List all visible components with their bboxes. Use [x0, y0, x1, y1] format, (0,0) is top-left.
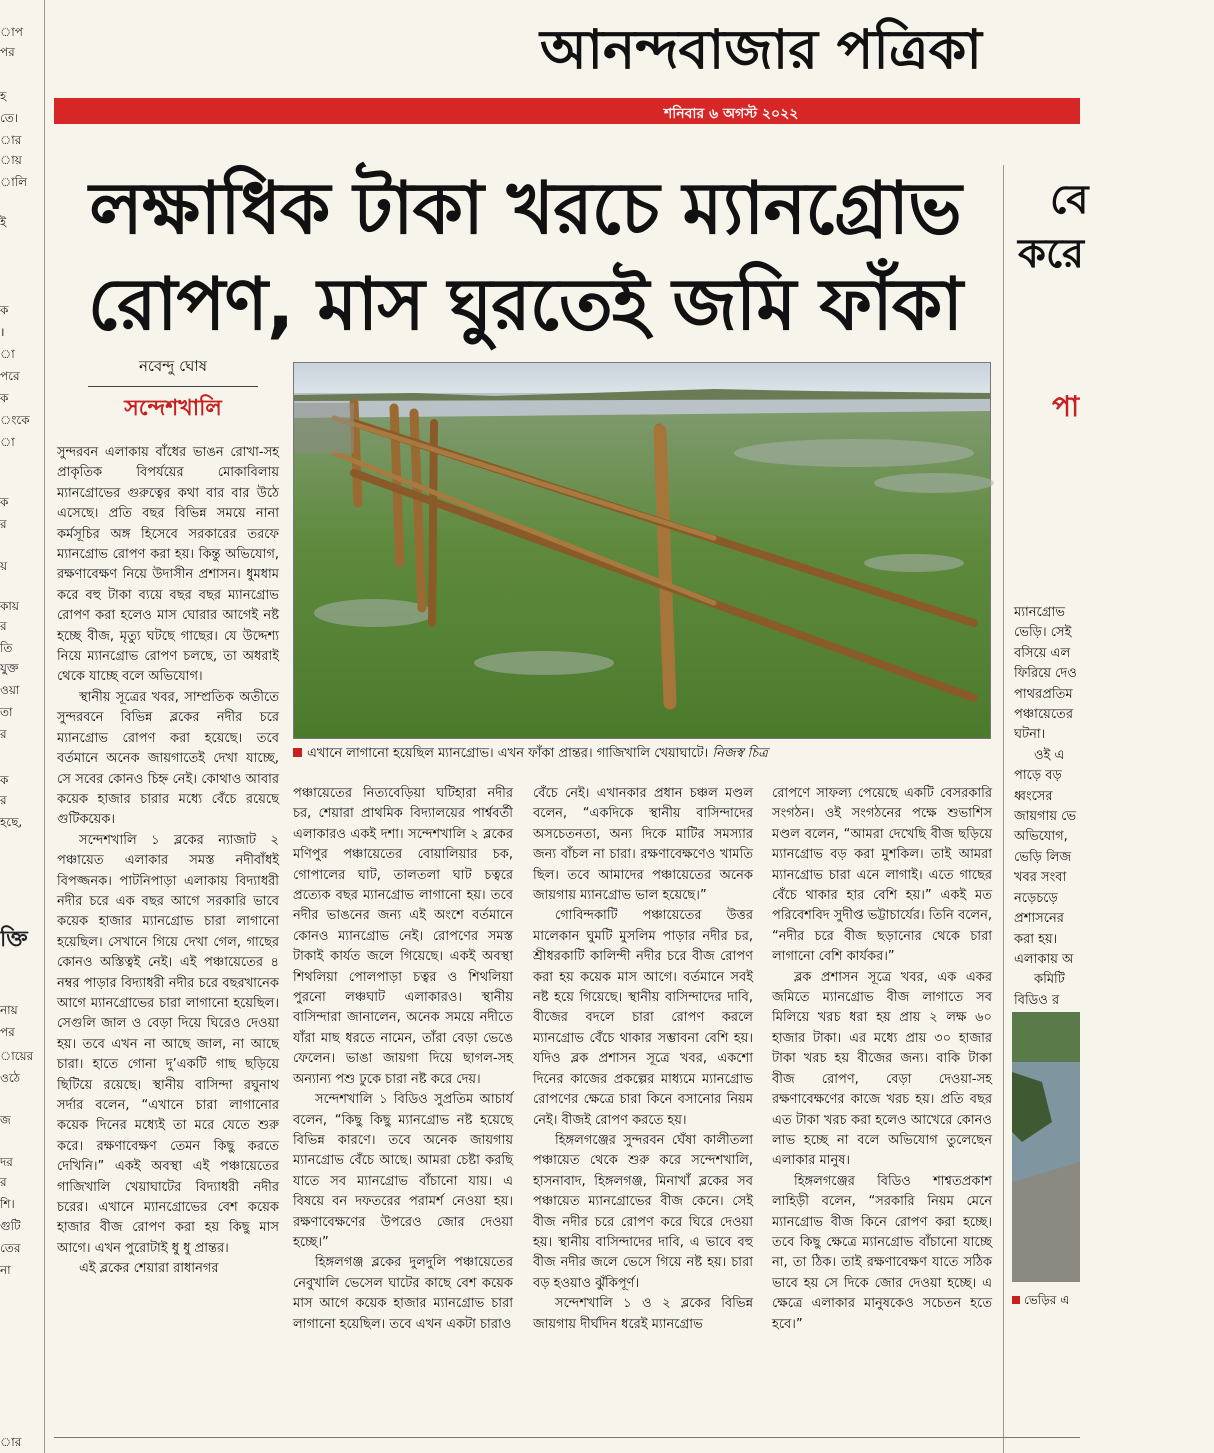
neighbour-line-fragment: ার — [0, 133, 22, 147]
neighbour-line-fragment: পর — [0, 1025, 15, 1039]
paragraph: সুন্দরবন এলাকায় বাঁধের ভাঙন রোখা-সহ প্রাকৃতিক বিপর্যয়ের মোকাবিলায় ম্যানগ্রোভের গুরুত্বের কথা বার বার উঠে এসেছে। প্রতি বছর বিভিন্ন সময়ে নানা কর্মসূচির অঙ্গ হিসেবে সরকারের তরফে ম্যানগ্রোভ রোপণ করা হয়। কিন্তু অভিযোগ, রক্ষণাবেক্ষণ নিয়ে উদাসীন প্রশাসন। ধুমধাম করে বহু টাকা ব্যয়ে বছর বছর ম্যানগ্রোভ রোপণ করা হলেও মাস ঘোরার আগেই নষ্ট হচ্ছে বীজ, মৃত্যু ঘটছে গাছের। যে উদ্দেশ্য নিয়ে ম্যানগ্রোভ রোপণ চলছে, তা অধরাই থেকে যাচ্ছে বলে অভিযোগ। — [57, 445, 279, 685]
neighbour-line-fragment: ক — [0, 495, 9, 509]
neighbour-line-fragment: র — [0, 727, 7, 741]
neighbour-line-fragment: প্রশাসনের — [1014, 911, 1064, 927]
byline-rule — [88, 386, 258, 387]
neighbour-line-fragment: তের — [0, 1241, 21, 1255]
shore-structure — [294, 403, 354, 453]
column-divider — [1003, 165, 1004, 1453]
right-neighbour-article — [1010, 160, 1089, 1453]
headline-line-1: লক্ষাধিক টাকা খরচে ম্যানগ্রোভ — [89, 166, 961, 250]
neighbour-line-fragment: তে। — [0, 111, 19, 125]
article-column-1 — [57, 443, 279, 1403]
paragraph: স্থানীয় সূত্রের খবর, সাম্প্রতিক অতীতে সুন্দরবনে বিভিন্ন ব্লকের নদীর চরে ম্যানগ্রোভ রোপণ করা হয়েছে। তবে বর্তমানে অনেক জায়গাতেই দেখা যাচ্ছে, সে সবের কোনও চিহ্ন নেই। কোথাও আবার কয়েক হাজার চারার মধ্যে বেঁচে রয়েছে গুটিকয়েক। — [57, 689, 279, 828]
neighbour-line-fragment: া — [0, 347, 15, 361]
caption-text: ভেড়ির এ — [1024, 1293, 1070, 1307]
column-divider — [44, 0, 45, 1453]
neighbour-line-fragment: । — [0, 325, 5, 339]
neighbour-line-fragment: য় — [0, 559, 8, 573]
neighbour-line-fragment: তা — [0, 705, 13, 719]
neighbour-photo — [1012, 1012, 1080, 1282]
neighbour-line-fragment: জ — [0, 1113, 11, 1127]
date-bar — [54, 98, 1080, 124]
neighbour-line-fragment: ক — [0, 773, 9, 787]
neighbour-photo-caption — [1012, 1292, 1069, 1312]
article-column-4 — [772, 784, 992, 1424]
neighbour-line-fragment: বিডিও র — [1014, 992, 1060, 1008]
neighbour-line-fragment: ফিরিয়ে দেও — [1014, 666, 1077, 682]
neighbour-line-fragment: পরে — [0, 369, 20, 383]
neighbour-line-fragment: ালি — [0, 175, 28, 189]
neighbour-line-fragment: যুক্ত — [0, 661, 19, 675]
neighbour-line-fragment: কায় — [0, 599, 19, 613]
neighbour-line-fragment: ায় — [0, 153, 22, 167]
headline — [55, 160, 995, 352]
neighbour-line-fragment: র — [0, 517, 7, 531]
neighbour-headline-fragment: বে — [1050, 177, 1089, 223]
neighbour-line-fragment: ওয়া — [0, 683, 20, 697]
neighbour-line-fragment: দর — [0, 1155, 13, 1169]
neighbour-line-fragment: করা হয়। — [1014, 931, 1058, 947]
caption-marker — [293, 748, 302, 757]
neighbour-line-fragment: তি — [0, 641, 13, 655]
neighbour-line-fragment: ায়ের — [0, 1049, 34, 1063]
neighbour-line-fragment: ক্তি — [0, 927, 28, 952]
paragraph: এই ব্লকের শেয়ারা রাধানগর — [79, 1261, 219, 1277]
neighbour-line-fragment: ঘটনা। — [1014, 727, 1046, 743]
neighbour-line-fragment: র — [0, 793, 7, 807]
article-column-3 — [533, 784, 753, 1424]
neighbour-line-fragment: গুটি — [0, 1219, 21, 1233]
neighbour-line-fragment: ই — [0, 215, 7, 229]
neighbour-line-fragment: র — [0, 1175, 7, 1189]
dateline-place: সন্দেশখালি — [124, 396, 222, 421]
neighbour-line-fragment: ম্যানগ্রোভ — [1014, 605, 1065, 620]
neighbour-line-fragment: ভেড়ি লিজ — [1014, 849, 1072, 865]
byline — [58, 355, 288, 428]
bottom-rule — [54, 1437, 1080, 1438]
neighbour-line-fragment: পঞ্চায়েতের — [1014, 707, 1073, 723]
photo-caption — [293, 744, 993, 765]
caption-text: এখানে লাগানো হয়েছিল ম্যানগ্রোভ। এখন ফাঁকা প্রান্তর। গাজিখালি খেয়াঘাটে। — [307, 746, 709, 761]
photo-illustration — [294, 363, 990, 738]
neighbour-photo-illustration — [1012, 1012, 1080, 1282]
neighbour-line-fragment: হছে, — [0, 815, 23, 829]
paragraph: রোপণে সাফল্য পেয়েছে একটি বেসরকারি সংগঠন। ওই সংগঠনের পক্ষে শুভাশিস মণ্ডল বলেন, “আমরা দেখেছি বীজ ছড়িয়ে ম্যানগ্রোভ বড় করা মুশকিল। তাই আমরা ম্যানগ্রোভ চারা এনে লাগাই। এতে গাছের বেঁচে থাকার হার বেশি হয়।” একই মত পরিবেশবিদ সুদীপ্ত ভট্টাচার্যের। তিনি বলেন, “নদীর চরে বীজ ছড়ানোর থেকে চারা লাগানো বেশি কার্যকর।” — [772, 786, 992, 965]
neighbour-line-fragment: র — [0, 619, 7, 633]
paragraph: হিঙ্গলগঞ্জের বিডিও শাশ্বতপ্রকাশ লাহিড়ী বলেন, “সরকারি নিয়ম মেনে ম্যানগ্রোভ বীজ কিনে রোপণ করা হচ্ছে। তবে কিছু ক্ষেত্রে ম্যানগ্রোভ বাঁচানো যাচ্ছে না, তা ঠিক। তাই রক্ষণাবেক্ষণ যাতে সঠিক ভাবে হয় সে দিকে জোর দেওয়া হচ্ছে। এ ক্ষেত্রে এলাকার মানুষকেও সচেতন হতে হবে।” — [772, 1173, 992, 1332]
neighbour-line-fragment: ধ্বংসের — [1014, 788, 1053, 804]
neighbour-line-fragment: ার — [0, 1435, 22, 1449]
neighbour-line-fragment: ংকে — [0, 413, 30, 427]
paragraph: পঞ্চায়েতের নিত্যবেড়িয়া ঘটিহারা নদীর চর, শেয়ারা প্রাথমিক বিদ্যালয়ের পার্শ্ববর্তী এলাকারও একই দশা। সন্দেশখালি ২ ব্লকের মণিপুর পঞ্চায়েতের বোয়ালিয়ার চক, গোপালের ঘাট, তালতলা ঘাট চত্বরে প্রত্যেক বছর ম্যানগ্রোভ লাগানো হয়। তবে নদীর ভাঙনের জন্য এই অংশে বর্তমানে কোনও ম্যানগ্রোভ নেই। রোপণের সমস্ত টাকাই কার্যত জলে গিয়েছে। একই অবস্থা শিথলিয়া পোলপাড়া চত্বর ও শিথলিয়া পুরনো লঞ্চঘাট এলাকারও। স্থানীয় বাসিন্দারা জানালেন, অনেক সময়ে নদীতে যাঁরা মাছ ধরতে নামেন, তাঁরা বেড়া ভেঙে ফেলেন। ভাঙা জায়গা দিয়ে ছাগল-সহ অন্যান্য পশু ঢুকে চারা নষ্ট করে দেয়। — [293, 786, 513, 1087]
neighbour-line-fragment: নড়েচড়ে — [1014, 890, 1058, 906]
neighbour-line-fragment: ক — [0, 303, 9, 317]
headline-line-2: রোপণ, মাস ঘুরতেই জমি ফাঁকা — [87, 262, 963, 346]
neighbour-line-fragment: এলাকায় অ — [1014, 951, 1074, 967]
neighbour-line-fragment: হ — [0, 89, 7, 103]
paragraph: সন্দেশখালি ১ ব্লকের ন্যাজাট ২ পঞ্চায়েত এলাকার সমস্ত নদীবাঁধই বিপজ্জনক। পাটনিপাড়া এলাকায় বিদ্যাধরী নদীর চরে এক বছর আগে সরকারি ভাবে কয়েক হাজার ম্যানগ্রোভ চারা লাগানো হয়েছিল। সেখানে গিয়ে দেখা গেল, গাছের কোনও অস্তিত্বই নেই। এই পঞ্চায়েতের ৪ নম্বর পাড়ার বিদ্যাধরী নদীর চরে বছরখানেক আগে ম্যানগ্রোভের চারা লাগানো হয়েছিল। সেগুলি জাল ও বেড়া দিয়ে ঘিরেও দেওয়া হয়। তবে এখন না আছে জাল, না আছে চারা। হাতে গোনা দু’একটি গাছ ছড়িয়ে ছিটিয়ে রয়েছে। স্থানীয় বাসিন্দা রঘুনাথ সর্দার বলেন, “এখানে চারা লাগানোর কয়েক দিনের মধ্যেই তা মরে যেতে শুরু করে। রক্ষণাবেক্ষণ তেমন কিছু করতে দেখিনি।” একই অবস্থা এই পঞ্চায়েতের গাজিখালি খেয়াঘাটের বিদ্যাধরী নদীর চরের। এখানে ম্যানগ্রোভের বেশ কয়েক হাজার বীজ রোপণ করা হয় কিছু মাস আগে। এখন পুরোটাই ধু ধু প্রান্তর। — [57, 832, 279, 1256]
neighbour-line-fragment: পাথরপ্রতিম — [1014, 686, 1073, 702]
article-column-2 — [293, 784, 513, 1424]
neighbour-dateline-fragment: পা — [1052, 390, 1080, 423]
neighbour-line-fragment: শি। — [0, 1197, 15, 1211]
paragraph: হিঙ্গলগঞ্জ ব্লকের দুলদুলি পঞ্চায়েতের নেবুখালি ভেসেল ঘাটের কাছে বেশ কয়েক মাস আগে কয়েক হাজার ম্যানগ্রোভ চারা লাগানো হয়েছিল। তবে এখন একটা চারাও — [293, 1255, 513, 1332]
author-name: নবেন্দু ঘোষ — [138, 357, 208, 375]
neighbour-line-fragment: কমিটি — [1034, 972, 1065, 988]
masthead: আনন্দবাজার পত্রিকা — [540, 17, 982, 81]
photo-credit: নিজস্ব চিত্র — [712, 746, 768, 761]
neighbour-line-fragment: পর — [0, 45, 15, 59]
issue-date: শনিবার ৬ অগস্ট ২০২২ — [664, 106, 799, 122]
neighbour-line-fragment: জায়গায় ভে — [1014, 809, 1077, 825]
neighbour-line-fragment: ভেড়ি। সেই — [1014, 625, 1072, 641]
paragraph: হিঙ্গলগঞ্জের সুন্দরবন ঘেঁষা কালীতলা পঞ্চায়েত থেকে শুরু করে সন্দেশখালি, হাসনাবাদ, হিঙ্গলগঞ্জ, মিনাখাঁ ব্লকের সব পঞ্চায়েত ম্যানগ্রোভের বীজ কেনে। সেই বীজ নদীর চরে রোপণ করে ঘিরে দেওয়া হয়। স্থানীয় বাসিন্দাদের দাবি, এ ভাবে বহু বীজ নদীর জলে ভেসে গিয়ে নষ্ট হয়। চারা বড় হওয়াও ঝুঁকিপূর্ণ। — [533, 1132, 753, 1291]
left-neighbour-column — [0, 0, 44, 1453]
neighbour-headline-fragment: করে — [1018, 231, 1085, 277]
paragraph: সন্দেশখালি ১ বিডিও সুপ্রতিম আচার্য বলেন, “কিছু কিছু ম্যানগ্রোভ নষ্ট হয়েছে বিভিন্ন কারণে। তবে অনেক জায়গায় ম্যানগ্রোভ বেঁচে আছে। আমরা চেষ্টা করছি যাতে সব ম্যানগ্রোভ বাঁচানো যায়। এ বিষয়ে বন দফতরের পরামর্শ নেওয়া হয়। রক্ষণাবেক্ষণের উপরেও জোর দেওয়া হচ্ছে।” — [293, 1092, 513, 1250]
neighbour-line-fragment: নায় — [0, 1003, 18, 1017]
neighbour-line-fragment: বসিয়ে এল — [1014, 645, 1071, 661]
neighbour-line-fragment: না — [0, 1263, 11, 1277]
article-photo — [293, 362, 991, 739]
neighbour-line-fragment: অভিযোগ, — [1014, 829, 1068, 845]
neighbour-line-fragment: পাড়ে বড় — [1014, 768, 1062, 784]
neighbour-line-fragment: ওঠে — [0, 1071, 21, 1085]
neighbour-line-fragment: খবর সংবা — [1014, 870, 1067, 886]
paragraph: বেঁচে নেই। এখানকার প্রধান চঞ্চল মণ্ডল বলেন, “একদিকে স্থানীয় বাসিন্দাদের অসচেতনতা, অন্য দিকে মাটির সমস্যার জন্য বাঁচল না চারা। রক্ষণাবেক্ষণেও খামতি ছিল। তবে আমাদের পঞ্চায়েতের অনেক জায়গায় ম্যানগ্রোভ ভাল হয়েছে।” — [533, 786, 753, 904]
paragraph: ব্লক প্রশাসন সূত্রে খবর, এক একর জমিতে ম্যানগ্রোভ বীজ লাগাতে সব মিলিয়ে খরচ ধরা হয় প্রায় ২ লক্ষ ৬০ হাজার টাকা। এর মধ্যে প্রায় ৩০ হাজার টাকা খরচ হয় বীজের জন্য। বাকি টাকা বীজ রোপণ, বেড়া দেওয়া-সহ রক্ষণাবেক্ষণের কাজে খরচ হয়। প্রতি বছর এত টাকা খরচ করা হলেও আখেরে কোনও লাভ হচ্ছে না বলে অভিযোগ তুলেছেন এলাকার মানুষ। — [772, 969, 992, 1169]
neighbour-line-fragment: ক — [0, 391, 9, 405]
neighbour-line-fragment: ওই এ — [1034, 747, 1065, 763]
paragraph: গোবিন্দকাটি পঞ্চায়েতের উত্তর মালেকান ঘুমটি মুসলিম পাড়ার নদীর চর, শ্রীধরকাটি কালিন্দী নদীর চরে বীজ রোপণ করা হয় কয়েক মাস আগে। বর্তমানে সবই নষ্ট হয়ে গিয়েছে। স্থানীয় বাসিন্দাদের দাবি, বীজের বদলে চারা রোপণ করলে ম্যানগ্রোভ বেঁচে থাকার সম্ভাবনা বেশি হয়। যদিও ব্লক প্রশাসন সূত্রে খবর, একশো দিনের কাজের প্রকল্পের মাধ্যমে ম্যানগ্রোভ রোপণের ক্ষেত্রে চারা কিনে বসানোর নিয়ম নেই। বীজই রোপণ করতে হয়। — [533, 908, 753, 1128]
neighbour-line-fragment: াপ — [0, 25, 23, 39]
paragraph: সন্দেশখালি ১ ও ২ ব্লকের বিভিন্ন জায়গায় দীর্ঘদিন ধরেই ম্যানগ্রোভ — [533, 1296, 753, 1332]
neighbour-line-fragment: া — [0, 435, 15, 449]
